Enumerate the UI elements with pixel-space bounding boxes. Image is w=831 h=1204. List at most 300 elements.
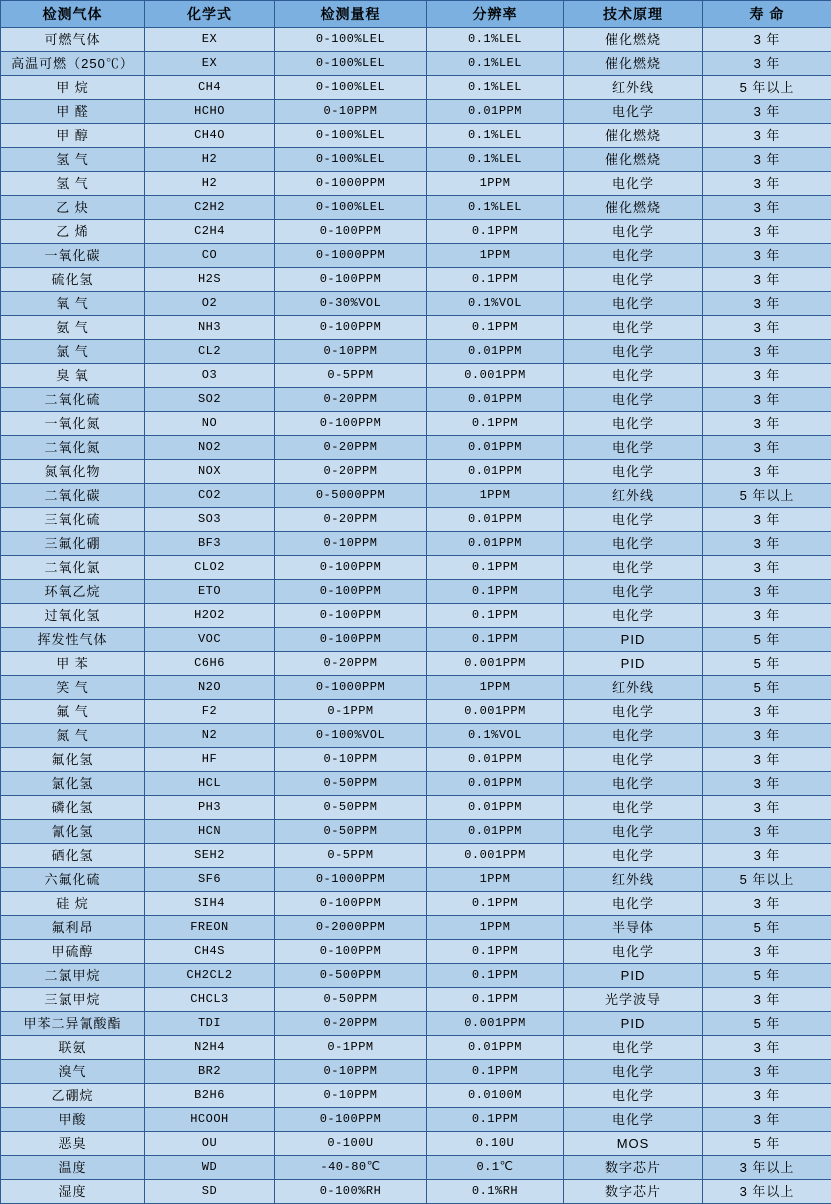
cell-principle: 电化学 [564,796,703,820]
cell-lifespan: 3 年 [703,412,831,436]
cell-range: 0-1000PPM [275,172,427,196]
cell-principle: 电化学 [564,508,703,532]
table-row [1,340,831,364]
cell-principle: 电化学 [564,724,703,748]
cell-range: 0-100U [275,1132,427,1156]
cell-lifespan: 3 年 [703,700,831,724]
cell-principle: 电化学 [564,388,703,412]
cell-resolution: 0.01PPM [427,796,564,820]
cell-formula: WD [145,1156,275,1180]
cell-gas: 高温可燃（250℃） [1,52,145,76]
cell-range: 0-100PPM [275,580,427,604]
cell-lifespan: 5 年以上 [703,868,831,892]
table-row [1,652,831,676]
column-header-range: 检测量程 [275,1,427,28]
table-row [1,1180,831,1204]
cell-gas: 磷化氢 [1,796,145,820]
cell-lifespan: 3 年 [703,100,831,124]
cell-principle: PID [564,652,703,676]
cell-principle: 电化学 [564,556,703,580]
table-row [1,436,831,460]
cell-principle: 电化学 [564,940,703,964]
cell-gas: 可燃气体 [1,28,145,52]
cell-gas: 二氧化硫 [1,388,145,412]
cell-resolution: 0.01PPM [427,100,564,124]
cell-range: 0-100%LEL [275,52,427,76]
cell-lifespan: 3 年 [703,556,831,580]
table-row [1,100,831,124]
table-row [1,1156,831,1180]
cell-gas: 二氧化氯 [1,556,145,580]
cell-gas: 一氧化氮 [1,412,145,436]
cell-lifespan: 3 年 [703,460,831,484]
cell-lifespan: 3 年 [703,724,831,748]
cell-principle: 电化学 [564,220,703,244]
cell-lifespan: 3 年 [703,388,831,412]
cell-lifespan: 3 年 [703,892,831,916]
cell-range: 0-100%LEL [275,148,427,172]
table-row [1,964,831,988]
cell-lifespan: 3 年 [703,244,831,268]
cell-resolution: 0.1%LEL [427,148,564,172]
cell-lifespan: 5 年 [703,652,831,676]
cell-gas: 二氧化氮 [1,436,145,460]
cell-gas: 甲 烷 [1,76,145,100]
cell-gas: 氨 气 [1,316,145,340]
cell-lifespan: 5 年 [703,1012,831,1036]
cell-formula: NO2 [145,436,275,460]
cell-principle: PID [564,628,703,652]
cell-lifespan: 3 年 [703,148,831,172]
cell-resolution: 0.1PPM [427,628,564,652]
cell-resolution: 0.001PPM [427,364,564,388]
cell-formula: CO [145,244,275,268]
table-row [1,220,831,244]
cell-formula: H2S [145,268,275,292]
cell-principle: 电化学 [564,532,703,556]
cell-range: 0-10PPM [275,1060,427,1084]
cell-gas: 环氧乙烷 [1,580,145,604]
cell-principle: 电化学 [564,1060,703,1084]
cell-formula: CH4O [145,124,275,148]
cell-resolution: 0.01PPM [427,748,564,772]
cell-range: 0-1000PPM [275,676,427,700]
cell-formula: SEH2 [145,844,275,868]
cell-formula: NO [145,412,275,436]
cell-formula: F2 [145,700,275,724]
cell-gas: 氯 气 [1,340,145,364]
table-row [1,580,831,604]
cell-formula: N2O [145,676,275,700]
cell-resolution: 0.01PPM [427,436,564,460]
cell-gas: 笑 气 [1,676,145,700]
cell-gas: 温度 [1,1156,145,1180]
cell-resolution: 0.1PPM [427,1108,564,1132]
cell-resolution: 0.1PPM [427,580,564,604]
cell-gas: 挥发性气体 [1,628,145,652]
table-row [1,940,831,964]
cell-resolution: 1PPM [427,676,564,700]
cell-gas: 氢 气 [1,172,145,196]
cell-lifespan: 5 年以上 [703,484,831,508]
cell-lifespan: 3 年 [703,436,831,460]
cell-principle: 电化学 [564,1108,703,1132]
table-row [1,1012,831,1036]
cell-range: 0-20PPM [275,1012,427,1036]
column-header-lifespan: 寿 命 [703,1,831,28]
cell-gas: 氟 气 [1,700,145,724]
cell-resolution: 0.1%LEL [427,28,564,52]
table-row [1,556,831,580]
cell-principle: 电化学 [564,1036,703,1060]
table-row [1,724,831,748]
cell-gas: 氢 气 [1,148,145,172]
cell-range: 0-1PPM [275,1036,427,1060]
cell-range: 0-50PPM [275,988,427,1012]
cell-resolution: 1PPM [427,916,564,940]
cell-lifespan: 3 年 [703,316,831,340]
cell-lifespan: 3 年 [703,604,831,628]
cell-resolution: 0.01PPM [427,1036,564,1060]
cell-principle: 催化燃烧 [564,28,703,52]
cell-formula: HCL [145,772,275,796]
cell-formula: C2H4 [145,220,275,244]
cell-formula: NOX [145,460,275,484]
cell-lifespan: 3 年 [703,1084,831,1108]
cell-lifespan: 3 年 [703,796,831,820]
cell-principle: 电化学 [564,316,703,340]
cell-range: 0-100PPM [275,1108,427,1132]
table-row [1,52,831,76]
cell-lifespan: 5 年 [703,676,831,700]
cell-resolution: 0.1PPM [427,268,564,292]
cell-resolution: 0.1%LEL [427,76,564,100]
cell-principle: 电化学 [564,700,703,724]
cell-resolution: 0.1PPM [427,604,564,628]
table-row [1,508,831,532]
cell-lifespan: 3 年 [703,340,831,364]
cell-gas: 六氟化硫 [1,868,145,892]
cell-range: 0-10PPM [275,100,427,124]
cell-lifespan: 3 年 [703,772,831,796]
cell-principle: 催化燃烧 [564,52,703,76]
cell-formula: HCOOH [145,1108,275,1132]
cell-gas: 联氨 [1,1036,145,1060]
cell-lifespan: 3 年 [703,1108,831,1132]
table-row [1,268,831,292]
cell-gas: 氟利昂 [1,916,145,940]
cell-gas: 甲 醇 [1,124,145,148]
cell-resolution: 0.001PPM [427,1012,564,1036]
cell-gas: 过氧化氢 [1,604,145,628]
cell-formula: CH4 [145,76,275,100]
cell-gas: 三氯甲烷 [1,988,145,1012]
cell-range: 0-100PPM [275,628,427,652]
cell-range: 0-100PPM [275,316,427,340]
cell-gas: 乙 烯 [1,220,145,244]
cell-resolution: 0.001PPM [427,700,564,724]
cell-gas: 甲 醛 [1,100,145,124]
cell-formula: B2H6 [145,1084,275,1108]
cell-gas: 恶臭 [1,1132,145,1156]
cell-resolution: 1PPM [427,868,564,892]
cell-formula: BF3 [145,532,275,556]
cell-resolution: 1PPM [427,244,564,268]
cell-range: 0-1000PPM [275,868,427,892]
cell-range: 0-100PPM [275,268,427,292]
cell-lifespan: 5 年以上 [703,76,831,100]
cell-formula: TDI [145,1012,275,1036]
cell-formula: CLO2 [145,556,275,580]
table-row [1,1132,831,1156]
cell-formula: SD [145,1180,275,1204]
cell-range: 0-5PPM [275,364,427,388]
cell-formula: N2H4 [145,1036,275,1060]
cell-resolution: 0.1%VOL [427,724,564,748]
cell-gas: 臭 氧 [1,364,145,388]
table-row [1,388,831,412]
cell-range: 0-10PPM [275,532,427,556]
cell-formula: C2H2 [145,196,275,220]
column-header-formula: 化学式 [145,1,275,28]
cell-range: 0-50PPM [275,796,427,820]
cell-resolution: 0.1PPM [427,412,564,436]
cell-range: 0-50PPM [275,772,427,796]
cell-formula: FREON [145,916,275,940]
cell-formula: PH3 [145,796,275,820]
cell-resolution: 0.01PPM [427,820,564,844]
cell-lifespan: 3 年 [703,532,831,556]
cell-gas: 溴气 [1,1060,145,1084]
cell-lifespan: 3 年 [703,844,831,868]
cell-resolution: 0.1℃ [427,1156,564,1180]
cell-range: 0-100PPM [275,412,427,436]
cell-principle: 电化学 [564,580,703,604]
cell-resolution: 0.01PPM [427,532,564,556]
table-body [1,28,831,1204]
table-row [1,796,831,820]
cell-resolution: 0.1PPM [427,316,564,340]
cell-resolution: 0.01PPM [427,340,564,364]
cell-gas: 乙 炔 [1,196,145,220]
cell-range: 0-100PPM [275,604,427,628]
cell-lifespan: 3 年 [703,940,831,964]
cell-lifespan: 3 年 [703,172,831,196]
cell-principle: 电化学 [564,340,703,364]
cell-principle: 催化燃烧 [564,196,703,220]
table-row [1,1108,831,1132]
table-row [1,76,831,100]
cell-resolution: 0.1%LEL [427,52,564,76]
cell-principle: 红外线 [564,76,703,100]
cell-principle: 电化学 [564,460,703,484]
cell-gas: 氮 气 [1,724,145,748]
cell-formula: H2 [145,172,275,196]
cell-gas: 氮氧化物 [1,460,145,484]
table-row [1,676,831,700]
cell-range: 0-100%RH [275,1180,427,1204]
cell-resolution: 0.001PPM [427,844,564,868]
cell-formula: SO2 [145,388,275,412]
table-row [1,604,831,628]
cell-gas: 湿度 [1,1180,145,1204]
cell-principle: 红外线 [564,676,703,700]
table-row [1,844,831,868]
column-header-principle: 技术原理 [564,1,703,28]
cell-formula: EX [145,28,275,52]
cell-principle: 电化学 [564,844,703,868]
cell-formula: SIH4 [145,892,275,916]
cell-resolution: 0.1PPM [427,556,564,580]
cell-gas: 硫化氢 [1,268,145,292]
cell-principle: 电化学 [564,172,703,196]
cell-gas: 甲 苯 [1,652,145,676]
cell-gas: 二氯甲烷 [1,964,145,988]
cell-formula: EX [145,52,275,76]
table-row [1,868,831,892]
cell-range: 0-100%LEL [275,76,427,100]
cell-range: 0-2000PPM [275,916,427,940]
cell-formula: HCN [145,820,275,844]
cell-gas: 三氟化硼 [1,532,145,556]
cell-resolution: 0.0100M [427,1084,564,1108]
cell-principle: 光学波导 [564,988,703,1012]
table-row [1,748,831,772]
cell-principle: 数字芯片 [564,1180,703,1204]
cell-gas: 氯化氢 [1,772,145,796]
table-row [1,124,831,148]
table-row [1,28,831,52]
table-row [1,820,831,844]
cell-principle: PID [564,964,703,988]
cell-resolution: 0.001PPM [427,652,564,676]
table-header-row [1,1,831,28]
table-row [1,1084,831,1108]
cell-range: 0-10PPM [275,1084,427,1108]
cell-range: 0-100%LEL [275,124,427,148]
table-row [1,628,831,652]
cell-formula: H2 [145,148,275,172]
cell-formula: O2 [145,292,275,316]
table-row [1,412,831,436]
cell-gas: 硅 烷 [1,892,145,916]
cell-resolution: 0.01PPM [427,460,564,484]
cell-formula: SF6 [145,868,275,892]
cell-principle: 电化学 [564,748,703,772]
cell-principle: 电化学 [564,244,703,268]
cell-resolution: 0.1%LEL [427,196,564,220]
cell-principle: 催化燃烧 [564,124,703,148]
cell-range: 0-100%LEL [275,196,427,220]
cell-gas: 三氧化硫 [1,508,145,532]
table-row [1,772,831,796]
table-row [1,460,831,484]
cell-range: 0-50PPM [275,820,427,844]
cell-resolution: 0.1%VOL [427,292,564,316]
cell-lifespan: 3 年 [703,268,831,292]
cell-principle: 半导体 [564,916,703,940]
cell-range: 0-20PPM [275,436,427,460]
cell-gas: 氧 气 [1,292,145,316]
cell-principle: 电化学 [564,412,703,436]
cell-range: 0-20PPM [275,652,427,676]
cell-formula: CO2 [145,484,275,508]
table-row [1,316,831,340]
column-header-gas: 检测气体 [1,1,145,28]
table-row [1,364,831,388]
cell-resolution: 0.1PPM [427,964,564,988]
cell-resolution: 1PPM [427,172,564,196]
cell-lifespan: 3 年 [703,52,831,76]
cell-principle: 电化学 [564,604,703,628]
cell-range: 0-500PPM [275,964,427,988]
cell-range: 0-20PPM [275,388,427,412]
table-row [1,532,831,556]
table-row [1,700,831,724]
cell-formula: O3 [145,364,275,388]
table-row [1,988,831,1012]
cell-lifespan: 5 年 [703,916,831,940]
table-row [1,892,831,916]
cell-formula: OU [145,1132,275,1156]
cell-formula: CL2 [145,340,275,364]
cell-range: 0-100PPM [275,220,427,244]
cell-range: 0-20PPM [275,508,427,532]
cell-principle: 电化学 [564,100,703,124]
cell-resolution: 0.1PPM [427,1060,564,1084]
cell-lifespan: 3 年 [703,748,831,772]
cell-resolution: 1PPM [427,484,564,508]
cell-resolution: 0.01PPM [427,508,564,532]
cell-range: 0-100PPM [275,892,427,916]
cell-principle: 数字芯片 [564,1156,703,1180]
cell-formula: VOC [145,628,275,652]
cell-principle: 电化学 [564,292,703,316]
cell-lifespan: 3 年 [703,364,831,388]
cell-gas: 甲苯二异氰酸酯 [1,1012,145,1036]
cell-lifespan: 5 年 [703,964,831,988]
cell-formula: H2O2 [145,604,275,628]
cell-lifespan: 3 年 [703,28,831,52]
cell-lifespan: 3 年 [703,508,831,532]
cell-range: 0-30%VOL [275,292,427,316]
cell-formula: HF [145,748,275,772]
cell-lifespan: 3 年 [703,988,831,1012]
cell-lifespan: 5 年 [703,1132,831,1156]
cell-formula: SO3 [145,508,275,532]
cell-resolution: 0.10U [427,1132,564,1156]
cell-resolution: 0.1PPM [427,892,564,916]
cell-range: 0-10PPM [275,748,427,772]
cell-principle: MOS [564,1132,703,1156]
table-row [1,484,831,508]
cell-gas: 乙硼烷 [1,1084,145,1108]
cell-lifespan: 3 年 [703,196,831,220]
cell-resolution: 0.1%LEL [427,124,564,148]
cell-range: -40-80℃ [275,1156,427,1180]
cell-lifespan: 3 年以上 [703,1180,831,1204]
cell-gas: 甲硫醇 [1,940,145,964]
cell-gas: 一氧化碳 [1,244,145,268]
cell-lifespan: 3 年 [703,1036,831,1060]
cell-principle: 催化燃烧 [564,148,703,172]
cell-range: 0-100%LEL [275,28,427,52]
table-row [1,172,831,196]
table-row [1,244,831,268]
cell-gas: 二氧化碳 [1,484,145,508]
cell-principle: 电化学 [564,772,703,796]
cell-range: 0-5PPM [275,844,427,868]
